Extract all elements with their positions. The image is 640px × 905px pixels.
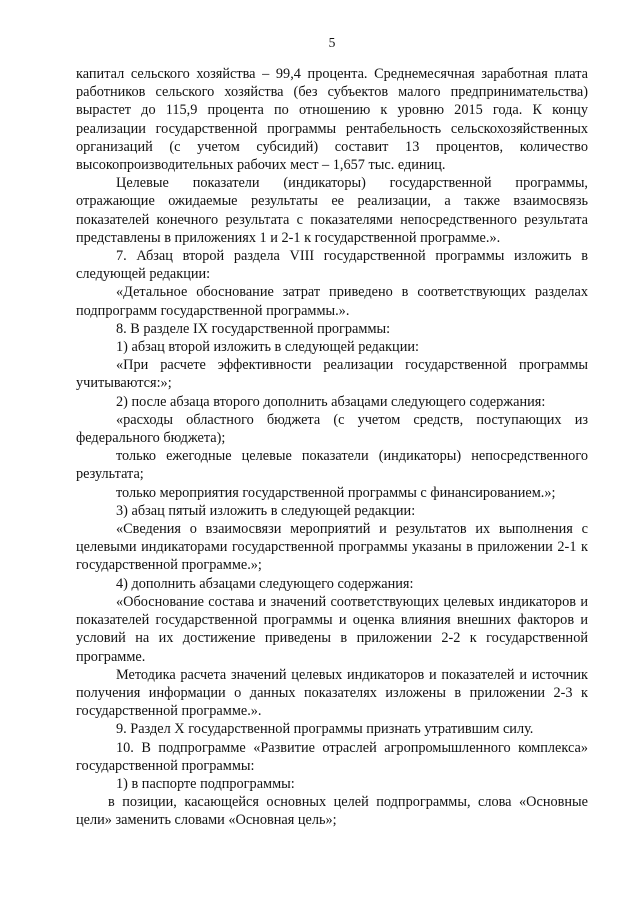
paragraph: «Сведения о взаимосвязи мероприятий и результатов их выполнения с целевыми индикаторами государственной программы указаны в приложении 2-1 к государственной программе.»; [76, 521, 588, 574]
paragraph: «Детальное обоснование затрат приведено в соответствующих разделах подпрограмм государственной программы.». [76, 284, 588, 319]
page-number: 5 [328, 35, 336, 50]
paragraph: 9. Раздел X государственной программы признать утратившим силу. [116, 721, 534, 738]
paragraph: в позиции, касающейся основных целей подпрограммы, слова «Основные цели» заменить словами «Основная цель»; [76, 794, 588, 829]
paragraph: «При расчете эффективности реализации государственной программы учитываются:»; [76, 357, 588, 392]
paragraph: 2) после абзаца второго дополнить абзацами следующего содержания: [116, 393, 546, 410]
paragraph: только мероприятия государственной программы с финансированием.»; [116, 484, 556, 501]
paragraph: Целевые показатели (индикаторы) государственной программы, отражающие ожидаемые результаты ее реализации, а также взаимосвязь показателей конечного результата с показателями непосредственного результата представлены в приложениях 1 и 2-1 к государственной программе.». [76, 175, 588, 246]
document-body [76, 65, 588, 830]
paragraph: 10. В подпрограмме «Развитие отраслей агропромышленного комплекса» государственной программы: [76, 739, 588, 774]
paragraph: 3) абзац пятый изложить в следующей редакции: [116, 502, 416, 519]
paragraph: 1) в паспорте подпрограммы: [116, 775, 295, 792]
paragraph: 4) дополнить абзацами следующего содержания: [116, 575, 414, 592]
paragraph: капитал сельского хозяйства – 99,4 процента. Среднемесячная заработная плата работников сельского хозяйства (без субъектов малого предпринимательства) вырастет до 115,9 процента по отношению к уровню 2015 года. К концу реализации государственной программы рентабельность сельскохозяйственных организаций (с учетом субсидий) составит 13 процентов, количество высокопроизводительных рабочих мест – 1,657 тыс. единиц. [76, 66, 588, 174]
paragraph: 8. В разделе IX государственной программы: [116, 320, 391, 337]
paragraph: «Обоснование состава и значений соответствующих целевых индикаторов и показателей государственной программы и оценка влияния внешних факторов и условий на их достижение приведены в приложении 2-2 к государственной программе. [76, 593, 588, 665]
paragraph: «расходы областного бюджета (с учетом средств, поступающих из федерального бюджета); [76, 411, 588, 447]
paragraph: 1) абзац второй изложить в следующей редакции: [116, 339, 419, 356]
paragraph: Методика расчета значений целевых индикаторов и показателей и источник получения информации о данных показателях изложены в приложении 2-3 к государственной программе.». [76, 666, 588, 720]
paragraph: только ежегодные целевые показатели (индикаторы) непосредственного результата; [76, 448, 588, 483]
paragraph: 7. Абзац второй раздела VIII государственной программы изложить в следующей редакции: [76, 248, 588, 283]
